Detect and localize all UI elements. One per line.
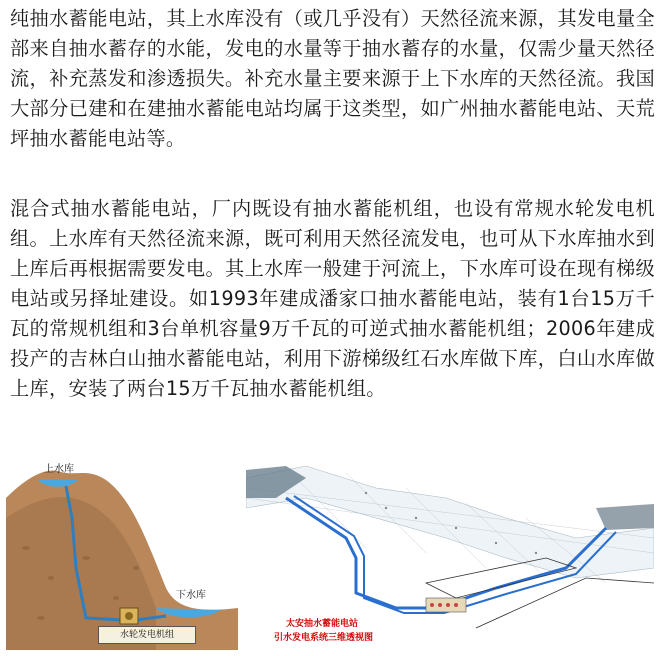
- lower-reservoir-label: 下水库: [176, 590, 206, 601]
- turbine-generator-caption: 水轮发电机组: [98, 626, 196, 644]
- perspective-diagram: [246, 458, 654, 650]
- paragraph-mixed-pumped-storage: 混合式抽水蓄能电站，厂内既设有抽水蓄能机组，也设有常规水轮发电机组。上水库有天然径流来源，既可利用天然径流发电，也可从下水库抽水到上库后再根据需要发电。其上水库一般建于河流上，下水库可设在现有梯级电站或另择址建设。如1993年建成潘家口抽水蓄能电站，装有1台15万千瓦的常规机组和3台单机容量9万千瓦的可逆式抽水蓄能机组；2006年建成投产的吉林白山抽水蓄能电站，利用下游梯级红石水库做下库，白山水库做上库，安装了两台15万千瓦抽水蓄能机组。: [10, 197, 655, 400]
- cross-section-illustration: [6, 458, 238, 650]
- upper-reservoir-label: 上水库: [44, 464, 74, 475]
- system-view-caption: 引水发电系统三维透视图: [274, 633, 374, 643]
- cross-section-diagram: [6, 458, 238, 650]
- paragraph-pure-pumped-storage: 纯抽水蓄能电站，其上水库没有（或几乎没有）天然径流来源，其发电量全部来自抽水蓄存的水能，发电的水量等于抽水蓄存的水量，仅需少量天然径流，补充蒸发和渗透损失。补充水量主要来源于上下水库的天然径流。我国大部分已建和在建抽水蓄能电站均属于这类型，如广州抽水蓄能电站、天荒坪抽水蓄能电站等。: [10, 7, 655, 150]
- station-name-caption: 太安抽水蓄能电站: [286, 619, 359, 629]
